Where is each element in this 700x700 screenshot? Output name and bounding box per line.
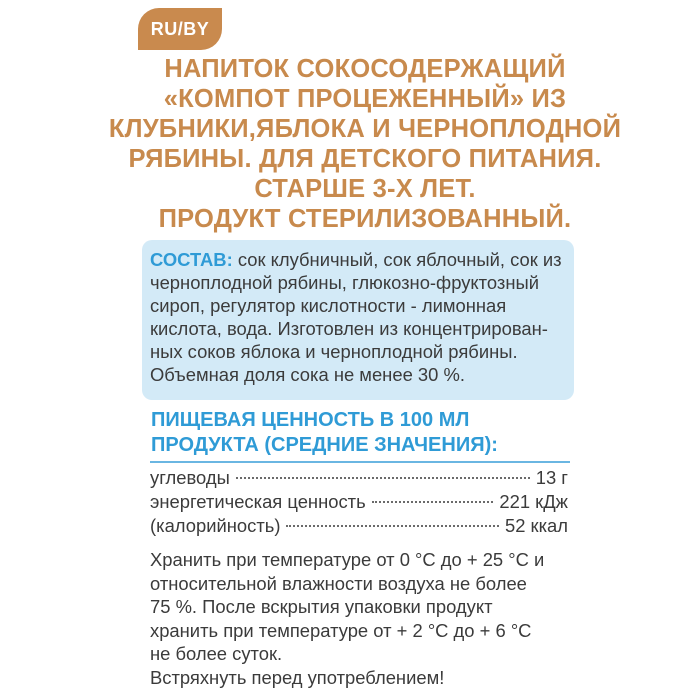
composition-line: Объемная доля сока не менее 30 %. (150, 364, 465, 385)
shake-instruction: Встряхнуть перед употреблением! (150, 666, 445, 688)
composition-heading: СОСТАВ: (150, 249, 233, 270)
composition-line: черноплодной рябины, глюкозно-фруктозный (150, 272, 539, 293)
nutrition-heading-line: ПРОДУКТА (СРЕДНИЕ ЗНАЧЕНИЯ): (151, 434, 498, 456)
dot-leader (286, 525, 499, 527)
nutrition-label: энергетическая ценность (150, 491, 366, 512)
region-badge: RU/BY (138, 8, 222, 50)
storage-line: относительной влажности воздуха не более (150, 572, 527, 594)
nutrition-heading (151, 408, 571, 458)
title-line: «КОМПОТ ПРОЦЕЖЕННЫЙ» ИЗ (163, 85, 567, 113)
nutrition-row-carbs (150, 466, 568, 490)
composition-line: сироп, регулятор кислотности - лимонная (150, 295, 507, 316)
title-line: СТАРШЕ 3-Х ЛЕТ. (254, 175, 476, 203)
title-line: ПРОДУКТ СТЕРИЛИЗОВАННЫЙ. (158, 205, 572, 233)
nutrition-value: 52 ккал (504, 515, 568, 536)
storage-instructions (150, 548, 580, 689)
product-title (100, 54, 630, 234)
title-line: НАПИТОК СОКОСОДЕРЖАЩИЙ (164, 55, 566, 83)
composition-line: ных соков яблока и черноплодной рябины. (150, 341, 518, 362)
title-line: РЯБИНЫ. ДЛЯ ДЕТСКОГО ПИТАНИЯ. (128, 145, 602, 173)
nutrition-label: (калорийность) (150, 515, 281, 536)
storage-line: хранить при температуре от + 2 °С до + 6 °С (150, 619, 532, 641)
composition-box (142, 240, 574, 400)
dot-leader (372, 501, 494, 503)
storage-line: 75 %. После вскрытия упаковки продукт (150, 596, 493, 617)
composition-line: кислота, вода. Изготовлен из концентрирован- (150, 318, 548, 339)
nutrition-table (150, 466, 568, 538)
storage-line: Хранить при температуре от 0 °С до + 25 °С и (150, 549, 545, 570)
nutrition-value: 221 кДж (499, 491, 568, 512)
nutrition-value: 13 г (535, 467, 568, 488)
dot-leader (236, 477, 530, 479)
nutrition-label: углеводы (150, 467, 230, 488)
nutrition-row-energy (150, 490, 568, 514)
storage-line: не более суток. (150, 643, 283, 664)
nutrition-divider (150, 461, 570, 463)
nutrition-row-calories (150, 514, 568, 538)
composition-first-line (150, 248, 566, 271)
title-line: КЛУБНИКИ,ЯБЛОКА И ЧЕРНОПЛОДНОЙ (108, 115, 622, 143)
nutrition-heading-line: ПИЩЕВАЯ ЦЕННОСТЬ В 100 МЛ (151, 409, 470, 431)
composition-text: сок клубничный, сок яблочный, сок из (232, 249, 562, 270)
